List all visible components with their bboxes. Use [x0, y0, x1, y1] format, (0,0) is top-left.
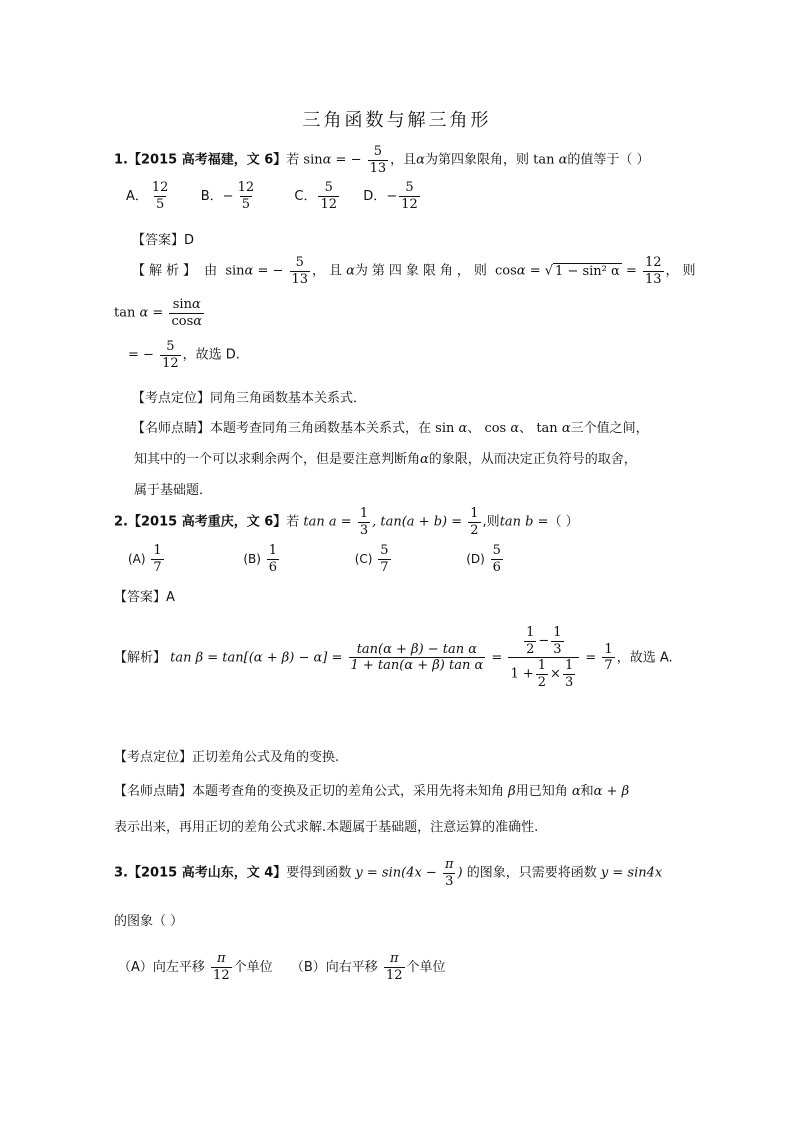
key-point-text: 同角三角函数基本关系式．	[210, 391, 367, 406]
sin-func: sin	[172, 297, 192, 312]
q2-source: 【2015 高考重庆，文 6】	[127, 514, 287, 530]
q1-text: 的值等于（ ）	[567, 152, 650, 168]
numerator: 1	[153, 543, 162, 558]
denominator: 2	[537, 674, 547, 690]
tan-func: tan	[536, 421, 558, 436]
numerator: 5	[492, 543, 501, 558]
cos-func: cos	[495, 263, 517, 279]
q2-text: 若	[286, 514, 300, 530]
tan-b-expr: tan b =	[499, 514, 549, 530]
tan-beta-expr: tan β = tan[(α + β) − α] =	[170, 650, 343, 666]
fraction-5-12	[160, 340, 181, 370]
option-a[interactable]	[128, 543, 166, 575]
q2-analysis	[114, 626, 673, 690]
fraction-5-7	[378, 544, 390, 574]
fraction-12-13	[643, 256, 664, 286]
minus-sign: −	[386, 188, 398, 204]
eq-neg: = −	[128, 347, 154, 363]
fraction-1-3	[358, 507, 370, 537]
tan-func: tan	[533, 152, 555, 168]
q3-stem-line2: 的图象（ ）	[114, 914, 184, 929]
teacher-note-label: 【名师点睛】	[132, 421, 211, 436]
fraction-pi-3	[443, 858, 456, 888]
alpha-symbol: α	[558, 152, 568, 168]
key-point-label: 【考点定位】	[114, 750, 193, 765]
numerator: 12	[645, 255, 662, 270]
denominator: 3	[553, 641, 562, 657]
option-b[interactable]	[290, 951, 446, 983]
cos-func: cos	[484, 421, 507, 436]
fraction-sin-cos	[169, 298, 204, 328]
numerator: 12	[237, 180, 255, 195]
q1-teacher-note-line3: 属于基础题．	[134, 483, 213, 498]
equals: =	[529, 263, 541, 279]
option-label: D．	[363, 188, 387, 204]
tan-a-expr: tan a =	[303, 514, 352, 530]
option-b[interactable]	[200, 180, 258, 212]
option-label: A．	[126, 188, 148, 204]
fraction-5-12	[318, 181, 339, 211]
q1-analysis-line2	[114, 298, 206, 328]
minus-sign: −	[538, 633, 550, 649]
fraction-1-2	[524, 626, 536, 656]
key-point-text: 正切差角公式及角的变换.	[192, 750, 340, 765]
denominator: 12	[401, 196, 418, 212]
tan-func: tan	[114, 305, 136, 321]
teacher-note-text: 的象限，从而决定正负符号的取舍，	[428, 452, 637, 467]
q2-options	[128, 544, 505, 574]
q3-source: 【2015 高考山东，文 4】	[127, 865, 287, 881]
option-label: （A）向左平移	[118, 959, 205, 975]
equals: =	[152, 305, 164, 321]
q2-text: （ ）	[548, 514, 579, 530]
tan-ab-expr: , tan(a + b) =	[372, 514, 463, 530]
teacher-note-text: 本题考查同角三角函数基本关系式，在	[210, 421, 432, 436]
denominator: 3	[564, 674, 574, 690]
denominator: 3	[445, 873, 454, 889]
teacher-note-text: 和	[580, 784, 594, 799]
one-plus: 1 +	[510, 666, 534, 682]
q1-teacher-note-line2	[134, 448, 637, 467]
q2-text: ,则	[482, 514, 500, 530]
analysis-label: 【解析】	[132, 263, 201, 279]
q2-teacher-note-line1	[114, 780, 629, 799]
q1-text: ，且	[312, 263, 347, 279]
fraction-tan-diff	[349, 643, 486, 673]
teacher-note-text: 、	[467, 421, 481, 436]
alpha-plus-beta: α + β	[593, 784, 630, 799]
option-a[interactable]	[118, 951, 273, 983]
denominator: 12	[385, 967, 403, 983]
key-point-label: 【考点定位】	[132, 391, 211, 406]
q1-text: 为第四象限角，则	[354, 263, 491, 279]
denominator: 7	[380, 559, 389, 575]
denominator: 1 + tan(α + β) tan α	[350, 658, 484, 674]
analysis-label: 【解析】	[114, 650, 167, 666]
sqrt-sign: √	[544, 263, 554, 279]
denominator: 13	[369, 160, 387, 176]
q1-key-point	[132, 387, 366, 406]
teacher-note-label: 【名师点睛】	[114, 784, 193, 799]
option-b[interactable]	[243, 543, 281, 575]
denominator: 5	[241, 196, 250, 212]
q1-teacher-note-line1	[132, 417, 649, 436]
denominator: 6	[268, 559, 278, 575]
sqrt-body: 1 − sin² α	[555, 263, 620, 279]
q2-answer: 【答案】A	[114, 590, 175, 605]
fraction-pi-12	[211, 952, 232, 982]
alpha-symbol: α	[561, 421, 571, 436]
denominator: 7	[604, 658, 613, 674]
fraction-5-13	[368, 145, 389, 175]
denominator: 3	[359, 522, 369, 538]
option-a[interactable]	[126, 180, 172, 212]
option-d[interactable]	[466, 543, 505, 575]
teacher-note-text: 知其中的一个可以求剩余两个，但是要注意判断角	[134, 452, 421, 467]
option-label: C．	[294, 188, 317, 204]
denominator	[169, 313, 204, 329]
denominator: 12	[162, 355, 179, 371]
q1-text: ，故选 D.	[182, 347, 240, 363]
option-label: (D)	[466, 551, 485, 566]
sin-func: sin	[303, 152, 323, 168]
denominator: 2	[526, 641, 535, 657]
fraction-1-2	[468, 507, 480, 537]
q1-source: 【2015 高考福建，文 6】	[127, 152, 287, 168]
q1-text: ，则	[665, 263, 700, 279]
numerator: 5	[405, 180, 414, 195]
denominator: 6	[492, 559, 501, 575]
q1-text: 为第四象限角，则	[424, 152, 529, 168]
q1-text: 由	[204, 263, 222, 279]
option-label: (C)	[354, 551, 373, 566]
q1-analysis-line3	[128, 340, 240, 370]
minus-sign: −	[222, 188, 234, 204]
denominator: 2	[470, 522, 479, 538]
alpha-symbol: α	[510, 421, 520, 436]
function-expr: )	[457, 865, 463, 881]
numerator: π	[217, 951, 226, 966]
denominator: 13	[291, 271, 309, 287]
denominator: 12	[213, 967, 230, 983]
q2-number: 2.	[114, 514, 128, 530]
equals: =	[491, 650, 503, 666]
q1-answer: 【答案】D	[132, 233, 195, 248]
q2-text: ，故选 A.	[616, 650, 673, 666]
equals: =	[625, 263, 637, 279]
alpha-symbol: α	[516, 263, 526, 279]
numerator: 1	[470, 506, 479, 521]
sin-func: sin	[435, 421, 455, 436]
numerator: 1	[526, 625, 535, 640]
eq-neg: = −	[257, 263, 284, 279]
numerator: π	[444, 857, 454, 872]
alpha-symbol: α	[139, 305, 149, 321]
fraction-pi-12	[384, 952, 405, 982]
fraction-12-5	[150, 181, 171, 211]
equals: =	[585, 650, 597, 666]
numerator: tan(α + β) − tan α	[356, 641, 478, 657]
numerator: 1	[564, 658, 574, 674]
q1-text: ，且	[390, 152, 417, 168]
fraction-1-6	[267, 544, 279, 574]
alpha-symbol: α	[191, 297, 201, 312]
q1-number: 1.	[114, 152, 128, 168]
denominator: 13	[645, 271, 662, 287]
denominator	[508, 657, 579, 689]
fraction-5-13	[290, 256, 311, 286]
teacher-note-text: 、	[519, 421, 533, 436]
q2-stem	[114, 507, 579, 537]
unit-text: 个单位	[406, 959, 446, 975]
beta-symbol: β	[508, 784, 516, 799]
option-label: (A)	[128, 551, 146, 566]
q1-stem	[114, 145, 650, 175]
unit-text: 个单位	[233, 959, 273, 975]
fraction-1-2	[536, 659, 548, 689]
cos-func: cos	[171, 313, 194, 329]
option-label: (B)	[243, 551, 261, 566]
q2-key-point	[114, 746, 339, 765]
fraction-1-3	[551, 626, 563, 656]
option-c[interactable]	[354, 543, 393, 575]
option-d[interactable]	[363, 180, 421, 212]
option-label: B．	[200, 188, 223, 204]
denominator: 5	[156, 196, 165, 212]
numerator: 5	[166, 339, 175, 354]
q3-stem-line1	[114, 858, 662, 888]
numerator: π	[389, 951, 399, 966]
alpha-symbol: α	[571, 784, 581, 799]
fraction-5-6	[491, 544, 503, 574]
numerator: 5	[373, 144, 383, 159]
numerator: 5	[324, 180, 333, 195]
q1-options	[126, 181, 422, 211]
alpha-symbol: α	[193, 313, 203, 329]
numerator: 12	[151, 180, 169, 195]
denominator: 7	[153, 559, 162, 575]
numerator: 5	[380, 543, 389, 558]
teacher-note-text: 本题考查角的变换及正切的差角公式，采用先将未知角	[192, 784, 505, 799]
q2-teacher-note-line2: 表示出来，再用正切的差角公式求解.本题属于基础题，注意运算的准确性.	[114, 820, 539, 835]
numerator: 1	[604, 641, 613, 657]
numerator: 1	[553, 625, 562, 640]
fraction-1-7	[151, 544, 163, 574]
complex-fraction	[508, 626, 579, 690]
times-sign: ×	[550, 666, 561, 682]
q3-text: 的图象，只需要将函数	[466, 865, 597, 881]
numerator: 1	[537, 658, 547, 674]
numerator	[520, 626, 567, 657]
eq-neg: = −	[335, 152, 362, 168]
teacher-note-text: 三个值之间，	[570, 421, 649, 436]
page-title: 三角函数与解三角形	[302, 110, 492, 131]
q3-number: 3.	[114, 865, 128, 881]
alpha-symbol: α	[458, 421, 468, 436]
function-expr: y = sin(4x −	[355, 865, 437, 881]
option-c[interactable]	[294, 180, 341, 212]
numerator: 5	[295, 255, 304, 270]
q3-options	[118, 952, 446, 982]
sin-func: sin	[225, 263, 245, 279]
denominator: 12	[320, 196, 338, 212]
fraction-1-3	[563, 659, 575, 689]
q3-text: 要得到函数	[286, 865, 352, 881]
q1-text: 若	[286, 152, 300, 168]
alpha-symbol: α	[420, 452, 429, 467]
alpha-symbol: α	[346, 263, 355, 279]
alpha-symbol: α	[244, 263, 254, 279]
fraction-1-7	[602, 643, 614, 673]
option-label: （B）向右平移	[290, 959, 378, 975]
numerator: 1	[359, 506, 369, 521]
alpha-symbol: α	[322, 152, 332, 168]
teacher-note-text: 用已知角	[515, 784, 568, 799]
function-expr: y = sin4x	[600, 865, 663, 881]
fraction-5-12	[399, 181, 420, 211]
numerator	[171, 298, 203, 313]
q1-analysis-line1	[132, 256, 700, 286]
numerator: 1	[268, 543, 278, 558]
fraction-12-5	[236, 181, 257, 211]
alpha-symbol: α	[416, 152, 425, 168]
